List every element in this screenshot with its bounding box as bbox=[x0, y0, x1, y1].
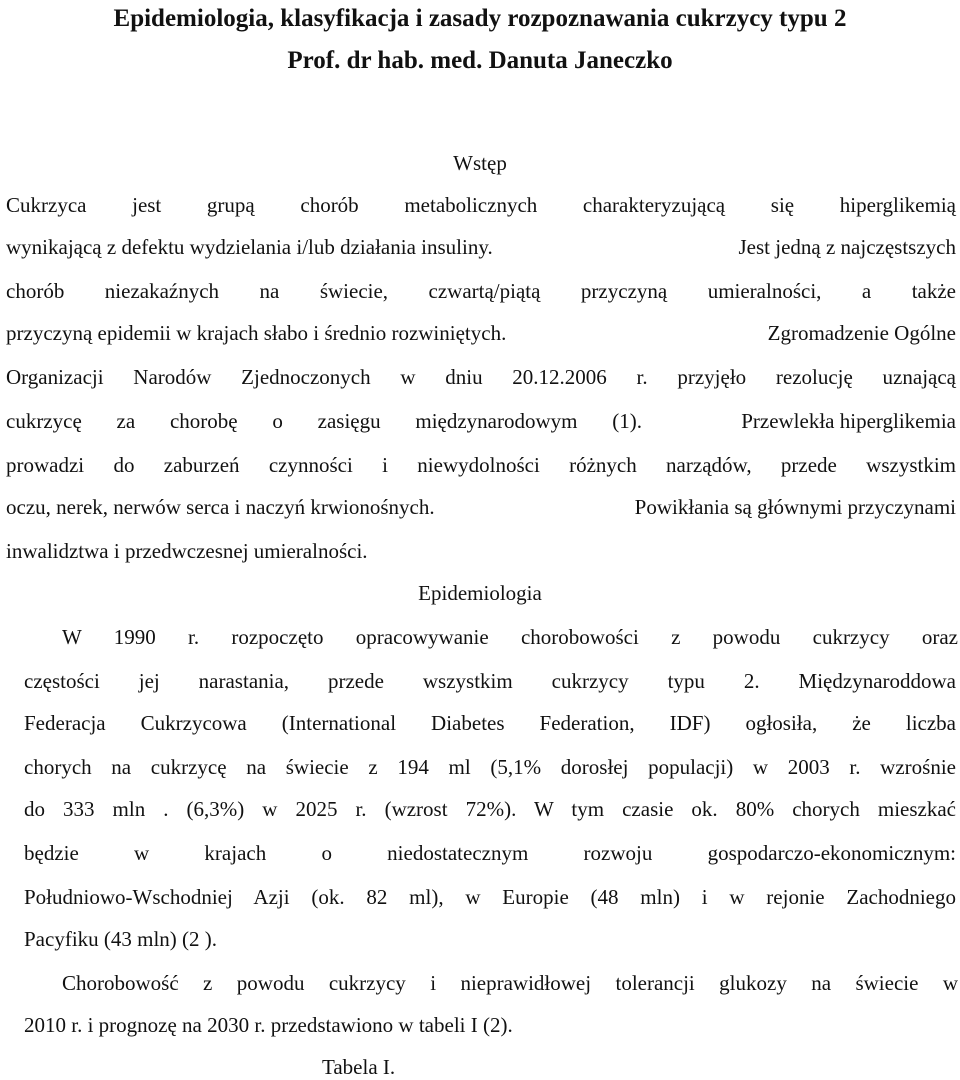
section-heading-epi: Epidemiologia bbox=[418, 581, 542, 605]
epi-line-5: do 333 mln . (6,3%) w 2025 r. (wzrost 72%). W tym czasie ok. 80% chorych mieszkać bbox=[24, 797, 956, 821]
intro-line-8 bbox=[6, 494, 956, 520]
intro-line-9: inwalidztwa i przedwczesnej umieralności. bbox=[6, 539, 368, 563]
intro-line-6-right: Przewlekła hiperglikemia bbox=[741, 409, 956, 433]
intro-line-7: prowadzi do zaburzeń czynności i niewydolności różnych narządów, przede wszystkim bbox=[6, 453, 956, 477]
intro-line-6 bbox=[6, 408, 956, 434]
intro-line-2-right: Jest jedną z najczęstszych bbox=[738, 235, 956, 259]
intro-line-5: Organizacji Narodów Zjednoczonych w dniu 20.12.2006 r. przyjęło rezolucję uznającą bbox=[6, 365, 956, 389]
intro-line-1: Cukrzyca jest grupą chorób metabolicznych charakteryzującą się hiperglikemią bbox=[6, 193, 956, 217]
intro-line-8-left: oczu, nerek, nerwów serca i naczyń krwionośnych. bbox=[6, 495, 435, 519]
intro-line-6-left: cukrzycę za chorobę o zasięgu międzynarodowym (1). bbox=[6, 409, 642, 433]
epi-line-10: 2010 r. i prognozę na 2030 r. przedstawiono w tabeli I (2). bbox=[24, 1013, 513, 1037]
intro-line-3: chorób niezakaźnych na świecie, czwartą/piątą przyczyną umieralności, a także bbox=[6, 279, 956, 303]
intro-line-8-right: Powikłania są głównymi przyczynami bbox=[634, 495, 956, 519]
epi-line-4: chorych na cukrzycę na świecie z 194 ml (5,1% dorosłej populacji) w 2003 r. wzrośnie bbox=[24, 755, 956, 779]
epi-line-1: W 1990 r. rozpoczęto opracowywanie chorobowości z powodu cukrzycy oraz bbox=[62, 625, 958, 649]
intro-line-4-right: Zgromadzenie Ogólne bbox=[767, 321, 956, 345]
intro-line-4-left: przyczyną epidemii w krajach słabo i średnio rozwiniętych. bbox=[6, 321, 507, 345]
document-author: Prof. dr hab. med. Danuta Janeczko bbox=[287, 47, 673, 74]
epi-line-7: Południowo-Wschodniej Azji (ok. 82 ml), w Europie (48 mln) i w rejonie Zachodniego bbox=[24, 885, 956, 909]
intro-line-2-left: wynikającą z defektu wydzielania i/lub działania insuliny. bbox=[6, 235, 493, 259]
epi-line-2: częstości jej narastania, przede wszystkim cukrzycy typu 2. Międzynaroddowa bbox=[24, 669, 956, 693]
intro-line-2 bbox=[6, 234, 956, 260]
epi-line-6: będzie w krajach o niedostatecznym rozwoju gospodarczo-ekonomicznym: bbox=[24, 841, 956, 865]
document-title: Epidemiologia, klasyfikacja i zasady rozpoznawania cukrzycy typu 2 bbox=[113, 5, 847, 32]
table-caption: Tabela I. bbox=[322, 1055, 396, 1079]
epi-line-8: Pacyfiku (43 mln) (2 ). bbox=[24, 927, 218, 951]
section-heading-intro: Wstęp bbox=[453, 151, 507, 175]
epi-line-9: Chorobowość z powodu cukrzycy i nieprawidłowej tolerancji glukozy na świecie w bbox=[62, 971, 958, 995]
epi-line-3: Federacja Cukrzycowa (International Diabetes Federation, IDF) ogłosiła, że liczba bbox=[24, 711, 956, 735]
intro-line-4 bbox=[6, 320, 956, 346]
